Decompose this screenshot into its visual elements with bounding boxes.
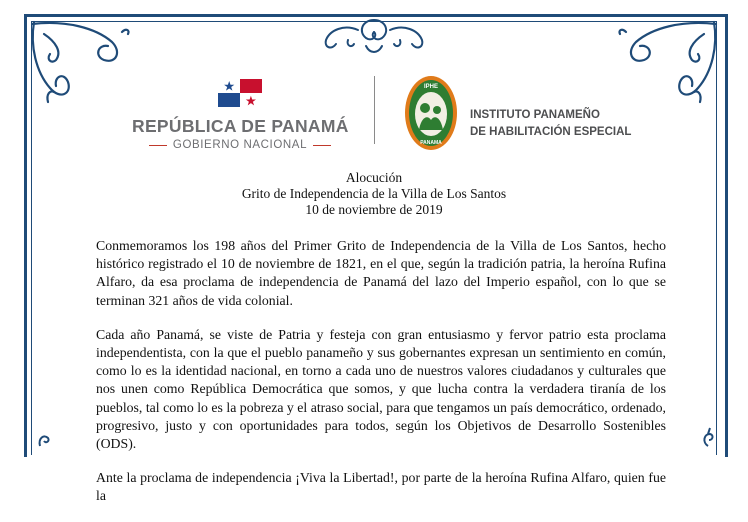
iphe-seal-logo bbox=[403, 74, 459, 152]
document-body bbox=[96, 237, 666, 522]
top-right-ornament bbox=[612, 16, 722, 111]
top-left-ornament bbox=[26, 16, 136, 111]
paragraph: Cada año Panamá, se viste de Patria y festeja con gran entusiasmo y fervor patrio esta proclama independentista, con la que el pueblo panameño y sus gobernantes expresan un sentimiento en común, como lo es la identidad nacional, en torno a cada uno de nuestros valores ciudadanos y culturales que nos unen como República Democrática que somos, y que lucha contra la verdadera tiranía de los pueblos, tal como lo es la pobreza y el atraso social, para que tengamos un país democrático, ordenado, progresivo, justo y con oportunidades para todos, según los Objetivos de Desarrollo Sostenibles (ODS). bbox=[96, 326, 666, 452]
header-divider bbox=[374, 76, 375, 144]
government-title: REPÚBLICA DE PANAMÁ bbox=[132, 116, 349, 136]
document-title: Alocución bbox=[345, 170, 403, 185]
institute-name bbox=[470, 107, 631, 141]
top-center-ornament bbox=[318, 16, 430, 60]
seal-bottom-text: PANAMA bbox=[420, 140, 442, 146]
document-heading bbox=[0, 170, 748, 218]
institute-name-line1: INSTITUTO PANAMEÑO bbox=[470, 109, 600, 121]
government-subtitle-row bbox=[146, 137, 334, 153]
document-date: 10 de noviembre de 2019 bbox=[305, 202, 443, 217]
subtitle-rule-left bbox=[149, 145, 167, 146]
institute-name-line2: DE HABILITACIÓN ESPECIAL bbox=[470, 126, 632, 138]
subtitle-rule-right bbox=[313, 145, 331, 146]
document-subtitle: Grito de Independencia de la Villa de Los Santos bbox=[241, 186, 507, 201]
panama-flag-icon bbox=[218, 79, 262, 107]
government-subtitle: GOBIERNO NACIONAL bbox=[172, 139, 308, 151]
bottom-right-ornament bbox=[698, 426, 718, 448]
seal-top-text: IPHE bbox=[423, 84, 439, 90]
bottom-left-ornament bbox=[34, 428, 54, 448]
paragraph: Conmemoramos los 198 años del Primer Grito de Independencia de la Villa de Los Santos, hecho histórico registrado el 10 de noviembre de 1821, en el que, según la tradición patria, la heroína Rufina Alfaro, da esa proclama de independencia de Panamá del lazo del Imperio español, con lo que se terminan 321 años de vida colonial. bbox=[96, 238, 666, 308]
paragraph: Ante la proclama de independencia ¡Viva la Libertad!, por parte de la heroína Rufina Alfaro, quien fue la bbox=[96, 470, 666, 504]
